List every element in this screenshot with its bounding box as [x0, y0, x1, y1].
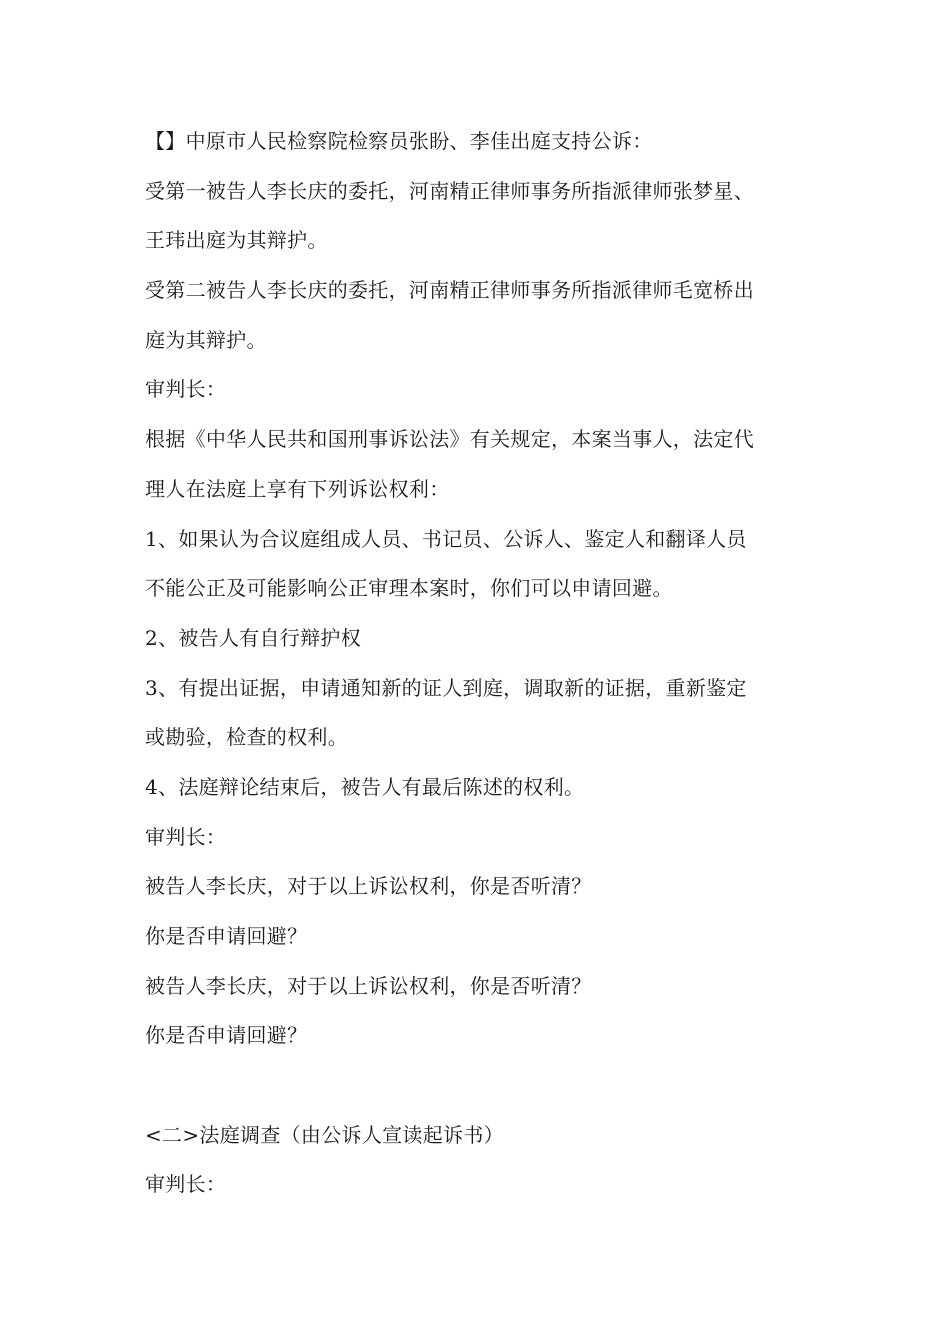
- question-line: 你是否申请回避？: [145, 924, 308, 948]
- right-item-1-cont: 不能公正及可能影响公正审理本案时，你们可以申请回避。: [145, 576, 673, 601]
- question-line: 被告人李长庆，对于以上诉讼权利，你是否听清？: [145, 973, 592, 998]
- first-defendant-counsel-line-cont: 王玮出庭为其辩护。: [145, 228, 328, 253]
- right-item-1: 1、如果认为合议庭组成人员、书记员、公诉人、鉴定人和翻译人员: [145, 526, 747, 551]
- rights-intro-line: 根据《中华人民共和国刑事诉讼法》有关规定，本案当事人，法定代: [145, 427, 754, 452]
- first-defendant-counsel-line: 受第一被告人李长庆的委托，河南精正律师事务所指派律师张梦星、: [145, 178, 754, 203]
- right-item-3: 3、有提出证据，申请通知新的证人到庭，调取新的证据，重新鉴定: [145, 675, 747, 700]
- right-item-2: 2、被告人有自行辩护权: [145, 625, 362, 650]
- rights-intro-line-cont: 理人在法庭上享有下列诉讼权利：: [145, 476, 450, 501]
- second-defendant-counsel-line: 受第二被告人李长庆的委托，河南精正律师事务所指派律师毛宽桥出: [145, 278, 754, 303]
- right-item-3-cont: 或勘验，检查的权利。: [145, 725, 348, 750]
- prosecutor-appearance-line: 【】中原市人民检察院检察员张盼、李佳出庭支持公诉：: [145, 129, 653, 153]
- speaker-presiding-judge: 审判长：: [145, 377, 227, 402]
- blank-line: [145, 1061, 810, 1111]
- second-defendant-counsel-line-cont: 庭为其辩护。: [145, 327, 267, 352]
- document-body: [145, 117, 810, 1210]
- section-heading: <二>法庭调查（由公诉人宣读起诉书）: [145, 1122, 504, 1147]
- speaker-presiding-judge: 审判长：: [145, 824, 227, 849]
- question-line: 被告人李长庆，对于以上诉讼权利，你是否听清？: [145, 874, 592, 899]
- question-line: 你是否申请回避？: [145, 1023, 308, 1048]
- right-item-4: 4、法庭辩论结束后，被告人有最后陈述的权利。: [145, 774, 585, 799]
- speaker-presiding-judge: 审判长：: [145, 1172, 227, 1197]
